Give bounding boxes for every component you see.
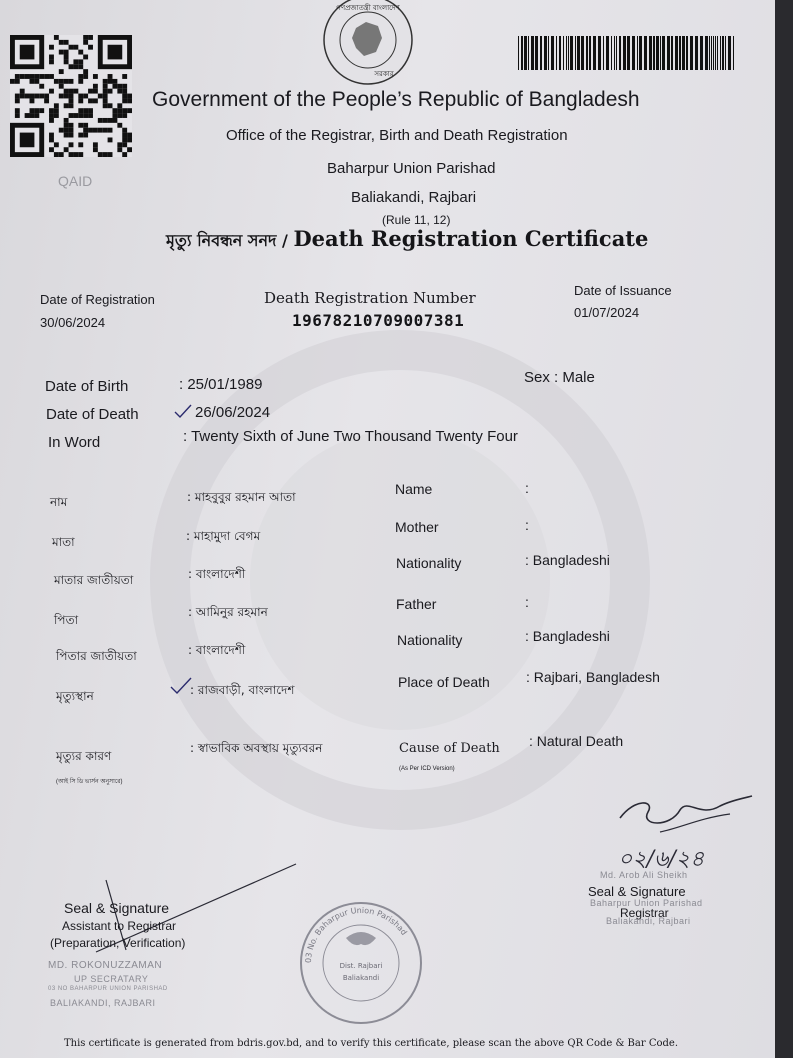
registration-number-label: Death Registration Number	[264, 289, 476, 307]
dob-label: Date of Birth	[45, 378, 129, 395]
registrar-role: Registrar	[620, 906, 669, 920]
en-value-name: :	[525, 480, 529, 496]
date-of-registration-value: 30/06/2024	[40, 315, 106, 330]
certificate-title-en: Death Registration Certificate	[293, 226, 649, 251]
assistant-stamp-name: MD. ROKONUZZAMAN	[48, 960, 163, 971]
seal-ring-text: 03 No. Baharpur Union Parishad	[303, 905, 409, 964]
assistant-stamp-role: UP SECRATARY	[74, 974, 149, 984]
footer-note: This certificate is generated from bdris.gov.bd, and to verify this certificate, please scan the above QR Code & Bar Code.	[64, 1038, 678, 1049]
en-label-mother-nationality: Nationality	[396, 555, 462, 571]
inword-label: In Word	[48, 434, 101, 451]
en-value-mother-nationality: : Bangladeshi	[525, 552, 610, 568]
en-note-cause: (As Per ICD Version)	[399, 766, 455, 772]
union-parishad-seal	[296, 898, 426, 1028]
bn-value-name: : মাহবুবুর রহমান আতা	[187, 490, 296, 504]
registration-number-value: 19678210709007381	[292, 311, 465, 330]
bn-value-father-nationality: : বাংলাদেশী	[188, 643, 246, 657]
en-label-name: Name	[395, 481, 433, 497]
bn-label-mother-nationality: মাতার জাতীয়তা	[54, 573, 134, 587]
bn-label-mother: মাতা	[52, 535, 75, 549]
district-name: Baliakandi, Rajbari	[351, 189, 477, 206]
date-of-issuance-label: Date of Issuance	[574, 283, 672, 298]
registrar-date-handwritten: ০২/৬/২৪	[618, 847, 705, 872]
seal-center-district: Dist. Rajbari	[339, 962, 383, 970]
assistant-role: Assistant to Registrar	[62, 919, 177, 933]
government-emblem	[318, 0, 418, 90]
en-label-father: Father	[396, 596, 437, 612]
bn-label-cause-of-death: মৃত্যুর কারণ	[56, 749, 112, 763]
svg-text:সরকার: সরকার	[374, 70, 394, 78]
office-title: Office of the Registrar, Birth and Death Registration	[226, 127, 568, 144]
certificate-title-bn: মৃত্যু নিবন্ধন সনদ /	[166, 231, 294, 250]
dod-label: Date of Death	[46, 406, 139, 423]
svg-text:গণপ্রজাতন্ত্রী বাংলাদেশ: গণপ্রজাতন্ত্রী বাংলাদেশ	[336, 4, 400, 12]
registrar-signature	[610, 788, 760, 848]
bn-label-name: নাম	[50, 495, 68, 509]
tick-mark-icon	[172, 400, 194, 422]
sex-value: Sex : Male	[524, 369, 595, 386]
dod-value: 26/06/2024	[195, 404, 271, 421]
bn-value-mother-nationality: : বাংলাদেশী	[188, 567, 246, 581]
assistant-stamp-district: BALIAKANDI, RAJBARI	[50, 998, 156, 1008]
en-label-place-of-death: Place of Death	[398, 674, 490, 690]
en-value-place-of-death: : Rajbari, Bangladesh	[526, 669, 660, 685]
en-value-father-nationality: : Bangladeshi	[525, 628, 610, 644]
en-label-father-nationality: Nationality	[397, 632, 463, 648]
certificate-title	[166, 226, 648, 255]
date-of-issuance-value: 01/07/2024	[574, 305, 640, 320]
en-label-cause-of-death: Cause of Death	[399, 741, 500, 756]
bn-label-father-nationality: পিতার জাতীয়তা	[56, 649, 137, 663]
date-of-registration-label: Date of Registration	[40, 292, 155, 307]
en-value-father: :	[525, 594, 529, 610]
en-label-mother: Mother	[395, 519, 439, 535]
qr-code	[10, 35, 132, 157]
registrar-seal-title: Seal & Signature	[588, 884, 686, 899]
en-value-mother: :	[525, 517, 529, 533]
bn-label-place-of-death: মৃত্যুস্থান	[56, 689, 94, 703]
bn-value-father: : আমিনুর রহমান	[188, 605, 268, 619]
assistant-stamp-union: 03 NO BAHARPUR UNION PARISHAD	[48, 986, 168, 992]
bn-value-cause-of-death: : স্বাভাবিক অবস্থায় মৃত্যুবরন	[190, 741, 323, 755]
bn-value-mother: : মাহামুদা বেগম	[186, 529, 261, 543]
bn-label-father: পিতা	[54, 613, 79, 627]
dob-value: : 25/01/1989	[179, 376, 263, 393]
assistant-subtitle: (Preparation, Verification)	[50, 936, 186, 950]
bn-note-cause: (আই সি ডি ভার্সন অনুসারে)	[56, 779, 123, 785]
government-title: Government of the People’s Republic of Bangladesh	[152, 88, 640, 111]
registrar-stamp-district: Baliakandi, Rajbari	[606, 916, 691, 926]
bn-value-place-of-death: : রাজবাড়ী, বাংলাদেশ	[190, 683, 295, 697]
qaid-label: QAID	[58, 173, 93, 189]
barcode	[518, 36, 736, 70]
inword-value: : Twenty Sixth of June Two Thousand Twenty Four	[183, 428, 518, 445]
union-name: Baharpur Union Parishad	[327, 160, 496, 177]
seal-center-upazila: Baliakandi	[342, 974, 380, 982]
registrar-stamp-name: Md. Arob Ali Sheikh	[600, 870, 688, 880]
assistant-seal-title: Seal & Signature	[64, 900, 170, 916]
en-value-cause-of-death: : Natural Death	[529, 733, 624, 749]
registrar-stamp-union: Baharpur Union Parishad	[590, 898, 703, 908]
rule-reference: (Rule 11, 12)	[382, 213, 451, 227]
